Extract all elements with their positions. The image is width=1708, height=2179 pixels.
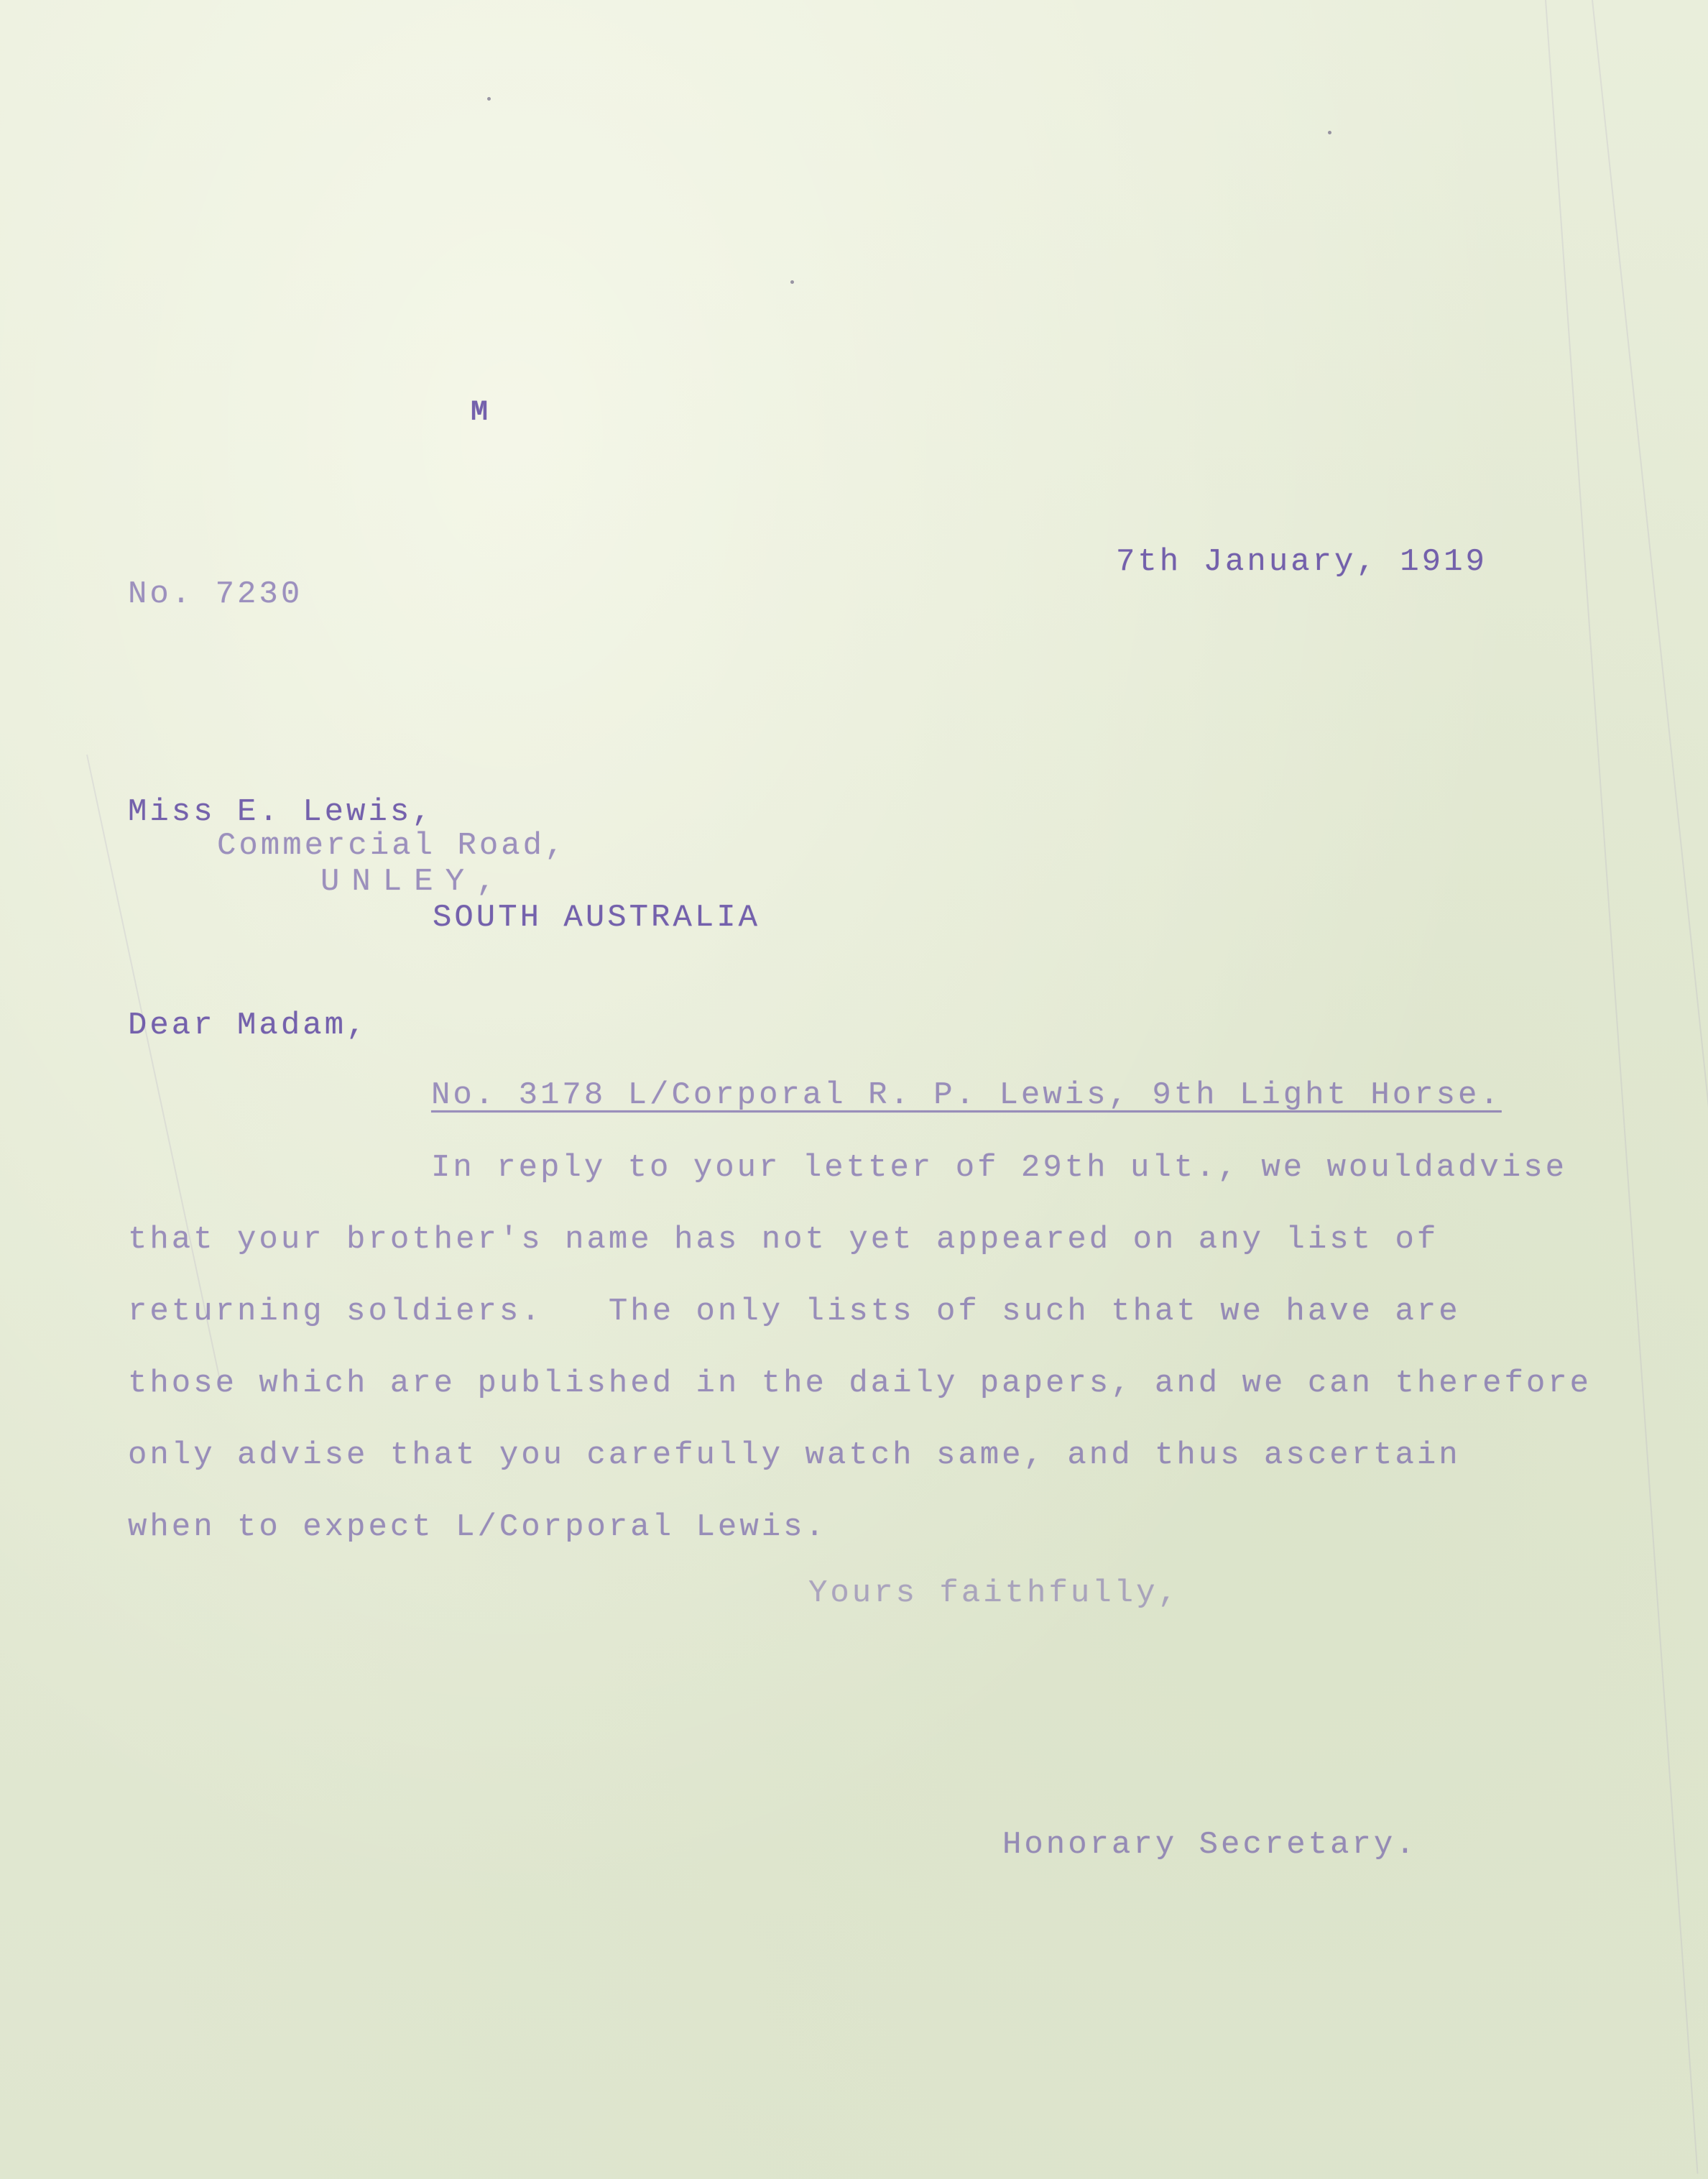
body-line: only advise that you carefully watch same, and thus ascertain [128,1437,1461,1473]
paper-crease [1592,0,1708,2167]
salutation: Dear Madam, [128,1008,369,1044]
paper-speck [487,97,491,101]
body-line: when to expect L/Corporal Lewis. [128,1509,827,1545]
subject-line: No. 3178 L/Corporal R. P. Lewis, 9th Light Horse. [431,1077,1502,1113]
reference-number: No. 7230 [128,576,303,612]
body-line: returning soldiers. The only lists of such that we have are [128,1294,1461,1330]
paper-speck [1328,131,1331,134]
body-line: those which are published in the daily papers, and we can therefore [128,1365,1592,1401]
body-line: In reply to your letter of 29th ult., we wouldadvise [431,1150,1568,1186]
closing: Yours faithfully, [808,1575,1180,1611]
paper-speck [790,280,794,284]
recipient-street: Commercial Road, [217,828,567,864]
paper-crease [1545,0,1698,2174]
paper-crease [86,755,222,1388]
recipient-state: SOUTH AUSTRALIA [433,900,761,936]
body-line: that your brother's name has not yet appeared on any list of [128,1222,1439,1258]
recipient-name: Miss E. Lewis, [128,794,434,830]
letter-date: 7th January, 1919 [1116,544,1487,580]
signatory: Honorary Secretary. [1002,1827,1418,1863]
recipient-town: UNLEY, [320,864,508,900]
file-mark: M [471,397,491,429]
